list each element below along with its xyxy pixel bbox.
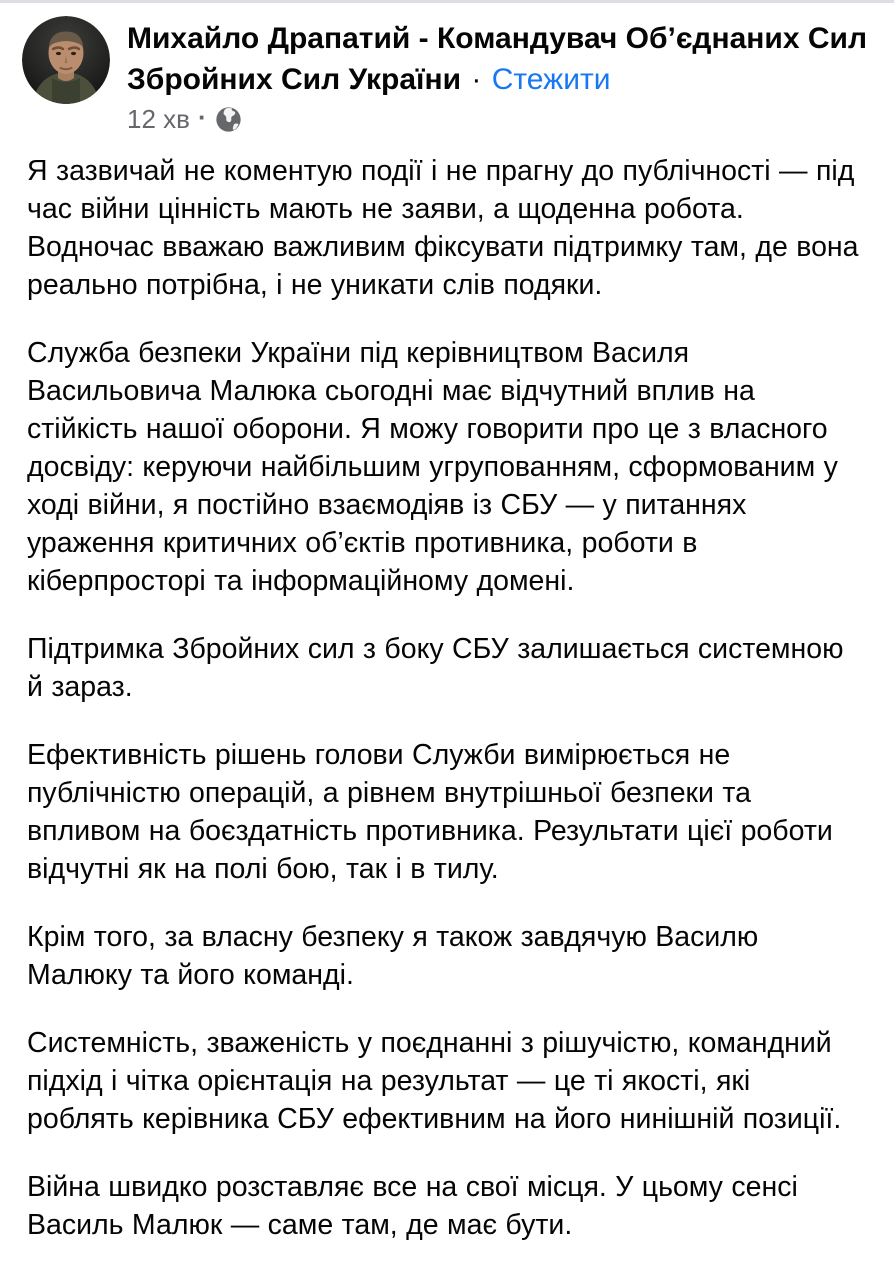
name-line xyxy=(127,18,872,100)
avatar[interactable] xyxy=(22,16,110,104)
post-paragraph: Підтримка Збройних сил з боку СБУ залишається системною й зараз. xyxy=(27,633,844,703)
avatar-photo xyxy=(22,16,110,104)
post-text xyxy=(0,134,894,1244)
follow-button[interactable]: Стежити xyxy=(491,63,611,96)
post-header xyxy=(0,0,894,134)
post-paragraph: Крім того, за власну безпеку я також завдячую Василю Малюку та його команді. xyxy=(27,921,759,991)
post-meta xyxy=(127,104,872,134)
globe-public-icon xyxy=(215,106,242,133)
page-name-link[interactable]: Михайло Драпатий - Командувач Об’єднаних Сил Збройних Сил України xyxy=(127,22,868,96)
name-separator: · xyxy=(471,63,482,96)
meta-separator: · xyxy=(197,102,207,132)
post-paragraph: Системність, зваженість у поєднанні з рішучістю, командний підхід і чітка орієнтація на результат — це ті якості, які роблять керівника СБУ ефективним на його нинішній позиції. xyxy=(27,1027,842,1135)
post-paragraph: Війна швидко розставляє все на свої місця. У цьому сенсі Василь Малюк — саме там, де має бути. xyxy=(27,1171,798,1241)
post-paragraph: Ефективність рішень голови Служби вимірюється не публічністю операцій, а рівнем внутрішньої безпеки та впливом на боєздатність противника. Результати цієї роботи відчутні як на полі бою, так і в тилу. xyxy=(27,739,833,885)
post-paragraph: Служба безпеки України під керівництвом Василя Васильовича Малюка сьогодні має відчутний вплив на стійкість нашої оборони. Я можу говорити про це з власного досвіду: керуючи найбільшим угрупованням, сформованим у ході війни, я постійно взаємодіяв із СБУ — у питаннях ураження критичних об’єктів противника, роботи в кіберпросторі та інформаційному домені. xyxy=(27,337,838,597)
post-header-text xyxy=(127,16,872,134)
timestamp[interactable]: 12 хв xyxy=(127,104,190,134)
post-paragraph: Я зазвичай не коментую події і не прагну до публічності — під час війни цінність мають не заяви, а щоденна робота. Водночас вважаю важливим фіксувати підтримку там, де вона реально потрібна, і не уникати слів подяки. xyxy=(27,155,859,301)
